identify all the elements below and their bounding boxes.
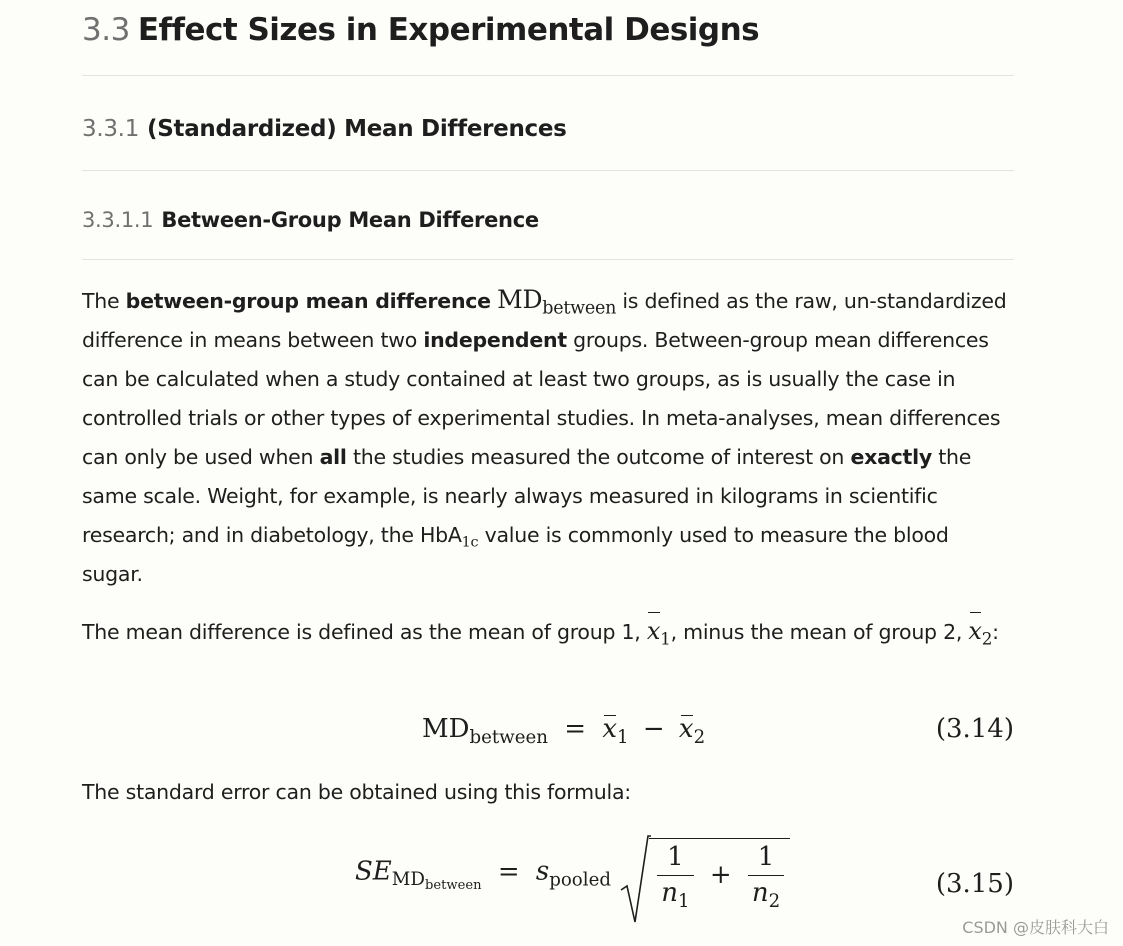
paragraph-standard-error: The standard error can be obtained using this formula: <box>82 780 631 804</box>
math-md: MD <box>422 714 470 744</box>
section-divider <box>82 75 1014 76</box>
math-n: n <box>751 877 769 908</box>
text-segment: groups. Between-group mean differences can be calculated when a study contained at least two groups, as is usually the case in controlled trials or other types of experimental studies. In meta-analyses, mean differences can only be used when <box>82 328 1001 469</box>
section-title: Effect Sizes in Experimental Designs <box>137 12 760 48</box>
radicand <box>649 838 790 912</box>
math-x2-bar <box>968 617 993 649</box>
plus-sign: + <box>709 860 732 891</box>
x-bar: x <box>647 612 660 651</box>
subsubsection-divider <box>82 259 1014 260</box>
subsubsection-title: Between-Group Mean Difference <box>161 208 539 232</box>
equation-body <box>422 714 706 748</box>
numerator: 1 <box>657 843 693 876</box>
fraction-1-over-n2 <box>748 842 784 912</box>
math-sub-between: between <box>542 298 617 319</box>
section-heading <box>82 10 759 50</box>
radical-sign-icon <box>619 834 651 926</box>
minus-sign: − <box>642 714 665 744</box>
equation-3-14 <box>82 710 1014 770</box>
subscript-1: 1 <box>678 890 690 912</box>
subsection-divider <box>82 170 1014 171</box>
equation-number: (3.15) <box>935 869 1014 899</box>
bold-term-between-group-mean-difference: between-group mean difference <box>125 289 491 313</box>
equation-number: (3.14) <box>935 714 1014 744</box>
equation-3-15 <box>82 838 1014 938</box>
paragraph-mean-difference <box>82 612 1014 652</box>
math-md: MD <box>497 285 543 314</box>
text-segment: value is commonly used to measure the blood sugar. <box>82 523 949 586</box>
subscript-2: 2 <box>981 628 993 649</box>
subsubsection-heading <box>82 206 539 234</box>
watermark: CSDN @皮肤科大白 <box>962 918 1109 937</box>
text-segment: the same scale. Weight, for example, is nearly always measured in kilograms in scientific research; and in diabetology, the HbA <box>82 445 972 547</box>
equals-sign: = <box>497 856 520 887</box>
text-segment: : <box>992 620 999 644</box>
x-bar: x <box>678 714 694 744</box>
bold-term-independent: independent <box>423 328 567 352</box>
equation-body <box>355 838 790 912</box>
denominator <box>657 876 693 912</box>
subscript-1: 1 <box>617 726 629 748</box>
bold-term-exactly: exactly <box>850 445 932 469</box>
x-bar: x <box>602 714 617 744</box>
denominator <box>748 876 784 912</box>
square-root <box>619 838 790 912</box>
subscript-2: 2 <box>693 726 706 748</box>
hba1c-subscript: 1c <box>461 534 479 551</box>
math-md-between <box>497 285 617 319</box>
section-number: 3.3 <box>82 12 130 48</box>
text-segment: the studies measured the outcome of interest on <box>346 445 851 469</box>
paragraph-definition <box>82 280 1014 594</box>
math-sub-pooled: pooled <box>549 869 611 891</box>
text-segment: is defined as the raw, un-standardized difference in means between two <box>82 289 1007 352</box>
subsection-title: (Standardized) Mean Differences <box>147 116 567 142</box>
subsection-heading <box>82 114 567 144</box>
subscript-2: 2 <box>768 890 781 912</box>
bold-term-all: all <box>319 445 347 469</box>
x-bar: x <box>968 612 981 651</box>
math-se: SE <box>355 856 392 887</box>
text-segment: The mean difference is defined as the mean of group 1, <box>82 620 647 644</box>
math-x1-bar <box>646 617 671 649</box>
subsection-number: 3.3.1 <box>82 116 140 142</box>
math-n: n <box>661 877 678 908</box>
math-sub-between: between <box>425 878 482 894</box>
equals-sign: = <box>564 714 587 744</box>
fraction-1-over-n1 <box>657 842 693 912</box>
math-sub-between: between <box>469 726 548 748</box>
text-segment: , minus the mean of group 2, <box>670 620 969 644</box>
math-s: s <box>535 856 550 887</box>
subscript-1: 1 <box>660 628 671 649</box>
math-md: MD <box>391 869 426 891</box>
subsubsection-number: 3.3.1.1 <box>82 208 154 232</box>
se-subscript <box>391 869 482 894</box>
text-segment: The <box>82 289 126 313</box>
numerator: 1 <box>748 843 784 876</box>
